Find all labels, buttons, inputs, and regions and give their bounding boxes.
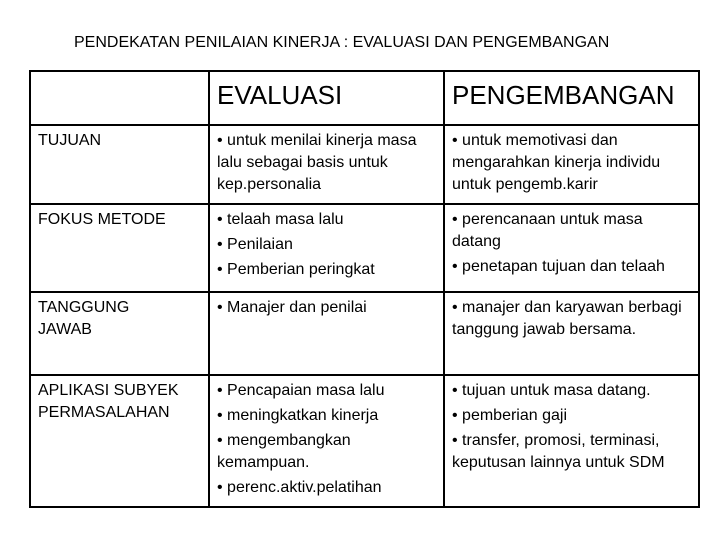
row-label-text: TANGGUNG (38, 299, 130, 316)
bullet-item: • Manajer dan penilai (217, 299, 367, 316)
bullet-item: • meningkatkan kinerja (217, 407, 379, 424)
table-row-fokus-metode (30, 204, 699, 292)
bullet-item: • Pemberian peringkat (217, 261, 375, 278)
pengembangan-cell (444, 292, 699, 375)
cell-text: • untuk menilai kinerja masa lalu sebagai basis untuk kep.personalia (217, 132, 417, 193)
row-label-cell (30, 375, 209, 507)
evaluasi-cell (209, 204, 444, 292)
table-row-tanggung-jawab (30, 292, 699, 375)
bullet-item: • manajer dan karyawan berbagi tanggung jawab bersama. (452, 299, 682, 338)
bullet-item: • penetapan tujuan dan telaah (452, 258, 665, 275)
header-cell-evaluasi: EVALUASI (209, 71, 444, 125)
bullet-item: • mengembangkan kemampuan. (217, 432, 351, 471)
bullet-item: • telaah masa lalu (217, 211, 344, 228)
bullet-item: • perencanaan untuk masa datang (452, 211, 643, 250)
page-title: PENDEKATAN PENILAIAN KINERJA : EVALUASI DAN PENGEMBANGAN (74, 34, 610, 51)
evaluasi-cell (209, 292, 444, 375)
row-label-text: TUJUAN (38, 132, 102, 149)
bullet-item: • pemberian gaji (452, 407, 567, 424)
evaluasi-cell (209, 375, 444, 507)
bullet-item: • transfer, promosi, terminasi, keputusan lainnya untuk SDM (452, 432, 665, 471)
bullet-item: • perenc.aktiv.pelatihan (217, 479, 382, 496)
comparison-table (29, 70, 700, 508)
row-label-text: FOKUS METODE (38, 211, 166, 228)
bullet-item: • Penilaian (217, 236, 293, 253)
header-cell-pengembangan: PENGEMBANGAN (444, 71, 699, 125)
header-cell-empty (30, 71, 209, 125)
bullet-item: • tujuan untuk masa datang. (452, 382, 651, 399)
bullet-item: • Pencapaian masa lalu (217, 382, 385, 399)
row-label-cell (30, 292, 209, 375)
evaluasi-cell (209, 125, 444, 204)
table-row-tujuan (30, 125, 699, 204)
row-label-cell (30, 125, 209, 204)
row-label-text: APLIKASI SUBYEK (38, 382, 179, 399)
table-row-aplikasi (30, 375, 699, 507)
pengembangan-cell (444, 125, 699, 204)
row-label-text: PERMASALAHAN (38, 404, 170, 421)
pengembangan-cell (444, 375, 699, 507)
table-header-row (30, 71, 699, 125)
pengembangan-cell (444, 204, 699, 292)
cell-text: • untuk memotivasi dan mengarahkan kinerja individu untuk pengemb.karir (452, 132, 661, 193)
row-label-text: JAWAB (38, 321, 92, 338)
row-label-cell (30, 204, 209, 292)
